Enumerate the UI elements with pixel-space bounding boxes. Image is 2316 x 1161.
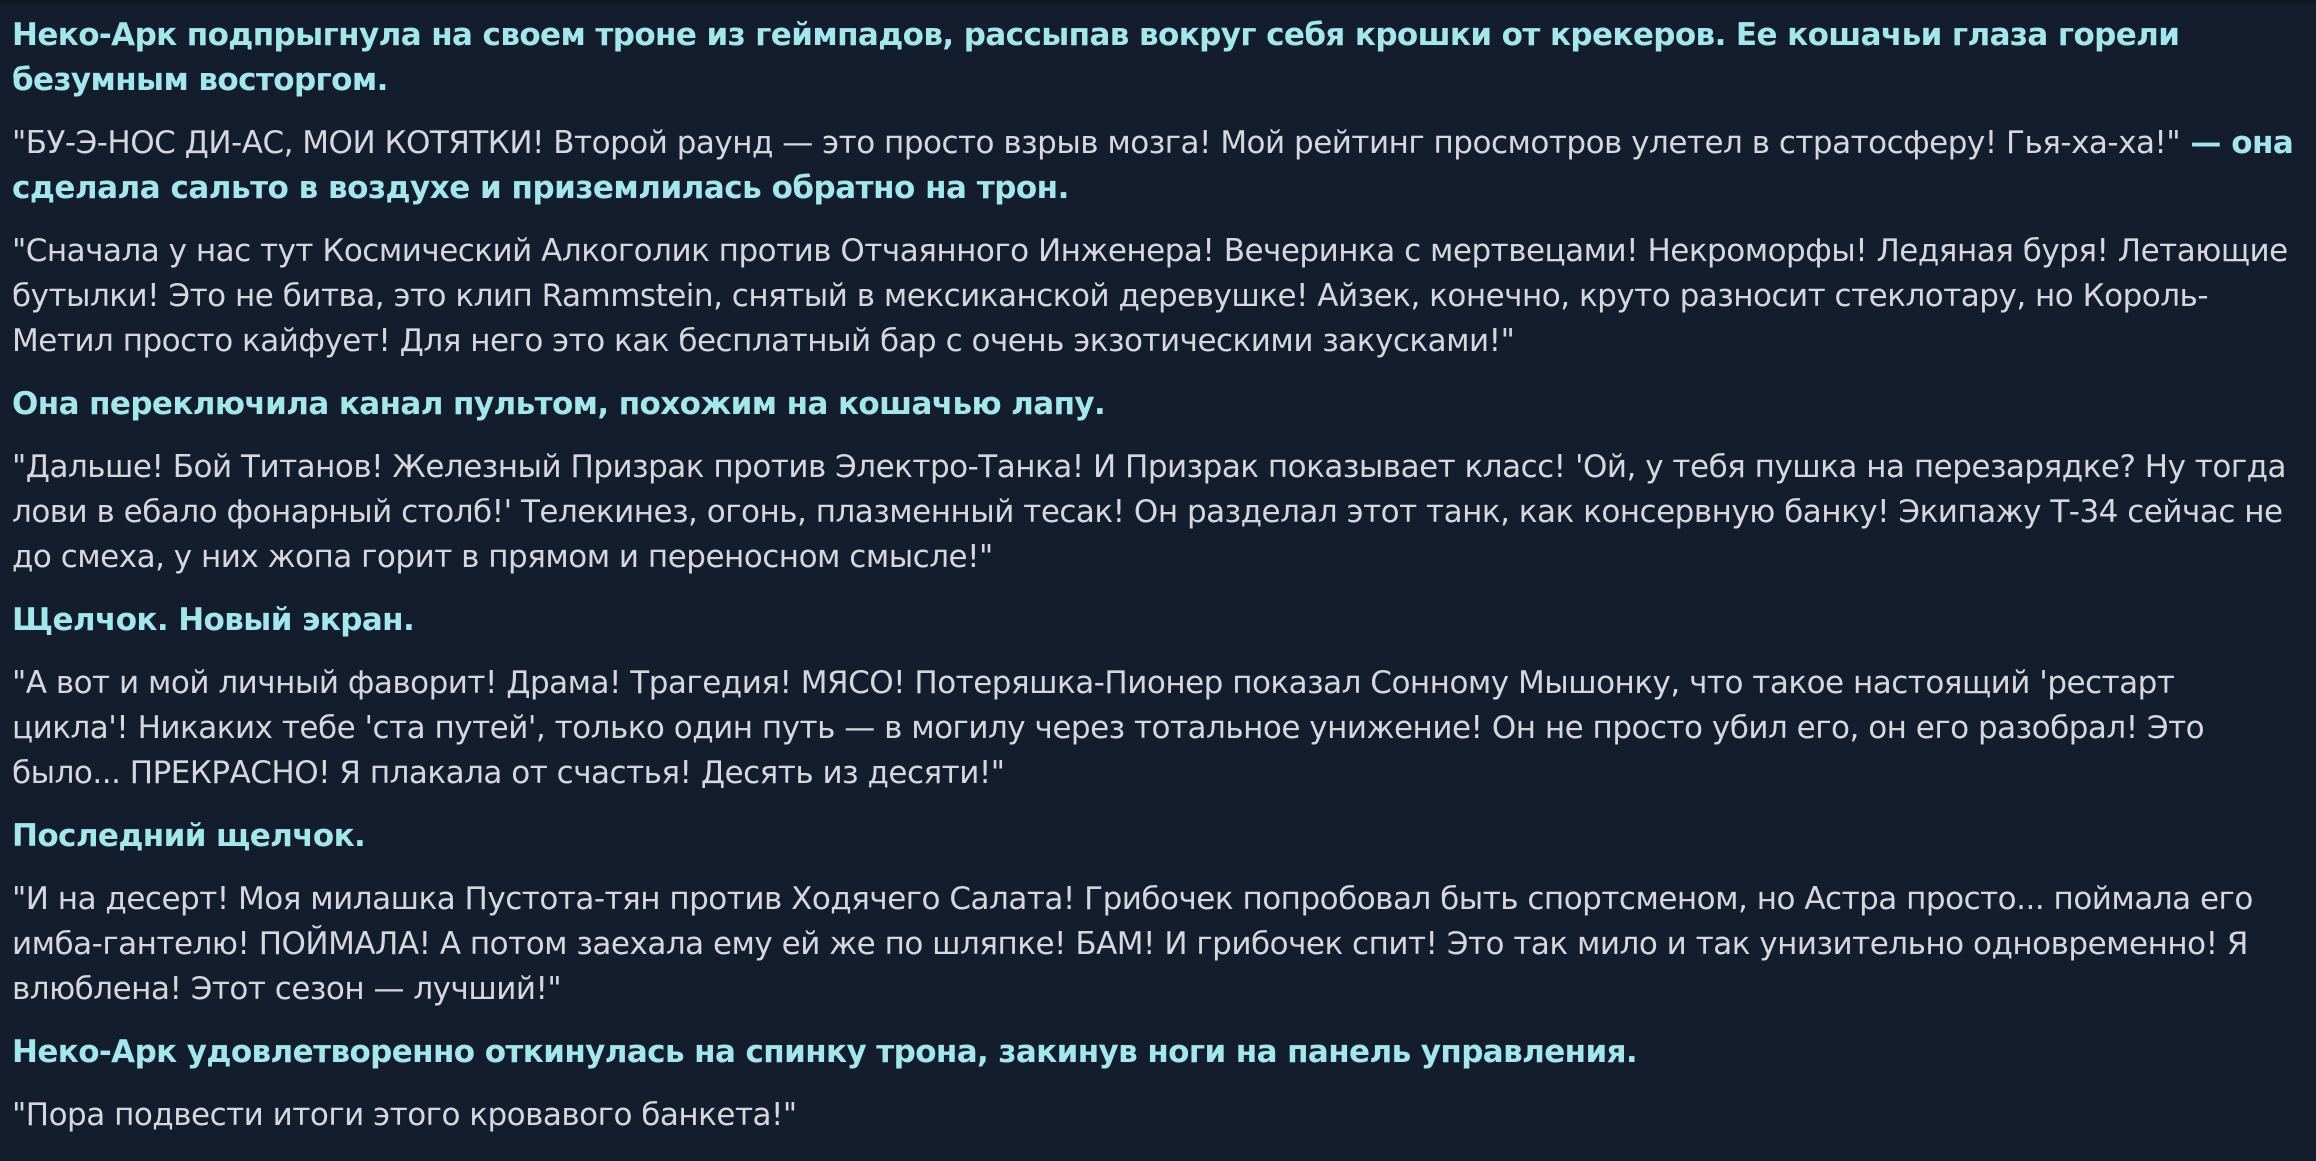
speech-paragraph: "И на десерт! Моя милашка Пустота-тян против Ходячего Салата! Грибочек попробовал быть спортсменом, но Астра просто... поймала его имба-гантелю! ПОЙМАЛА! А потом заехала ему ей же по шляпке! БАМ! И грибочек спит! Это так мило и так унизительно одновременно! Я влюблена! Этот сезон — лучший!" [12, 881, 2253, 1007]
speech-paragraph: "А вот и мой личный фаворит! Драма! Трагедия! МЯСО! Потеряшка-Пионер показал Сонному Мышонку, что такое настоящий 'рестарт цикла'! Никаких тебе 'ста путей', только один путь — в могилу через тотальное унижение! Он не просто убил его, он его разобрал! Это было... ПРЕКРАСНО! Я плакала от счастья! Десять из десяти!" [12, 665, 2205, 791]
narration-paragraph: Последний щелчок. [12, 818, 366, 854]
narration-paragraph: Она переключила канал пультом, похожим на кошачью лапу. [12, 386, 1106, 422]
speech-quote: "БУ-Э-НОС ДИ-АС, МОИ КОТЯТКИ! Второй раунд — это просто взрыв мозга! Мой рейтинг просмотров улетел в стратосферу! Гья-ха-ха!" [12, 125, 2181, 161]
scroll-edge-shadow [0, 0, 2316, 6]
speech-paragraph: "Сначала у нас тут Космический Алкоголик против Отчаянного Инженера! Вечеринка с мертвецами! Некроморфы! Ледяная буря! Летающие бутылки! Это не битва, это клип Rammstein, снятый в мексиканской деревушке! Айзек, конечно, круто разносит стеклотару, но Король-Метил просто кайфует! Для него это как бесплатный бар с очень экзотическими закусками!" [12, 233, 2288, 359]
speech-paragraph [12, 121, 2296, 211]
narration-paragraph: Неко-Арк удовлетворенно откинулась на спинку трона, закинув ноги на панель управления. [12, 1034, 1638, 1070]
speech-paragraph: "Дальше! Бой Титанов! Железный Призрак против Электро-Танка! И Призрак показывает класс! 'Ой, у тебя пушка на перезарядке? Ну тогда лови в ебало фонарный столб!' Телекинез, огонь, плазменный тесак! Он разделал этот танк, как консервную банку! Экипажу Т-34 сейчас не до смеха, у них жопа горит в прямом и переносном смысле!" [12, 449, 2287, 575]
narration-tail: — она сделала сальто в воздухе и приземлилась обратно на трон. [12, 125, 2294, 206]
narration-paragraph: Щелчок. Новый экран. [12, 602, 415, 638]
narration-paragraph: Неко-Арк подпрыгнула на своем троне из геймпадов, рассыпав вокруг себя крошки от крекеров. Ее кошачьи глаза горели безумным восторгом. [12, 17, 2180, 98]
speech-paragraph: "Пора подвести итоги этого кровавого банкета!" [12, 1097, 797, 1133]
